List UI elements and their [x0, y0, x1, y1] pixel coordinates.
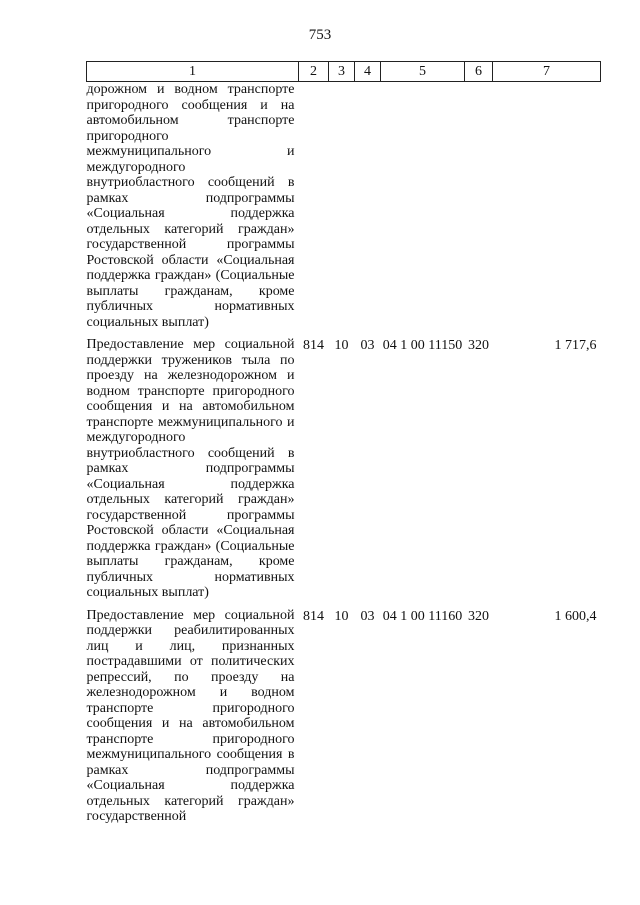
row-section: 10 — [334, 608, 349, 624]
row-amount: 1 600,4 — [554, 608, 597, 624]
row-description: дорожном и водном транспорте пригородного сообщения и на автомобильном транспорте пригородного межмуниципального и междугородного внутриобластного сообщений в рамках подпрограммы «Социальная поддержка отдельных категорий граждан» государственной программы Ростовской области «Социальная поддержка граждан» (Социальные выплаты гражданам, кроме публичных нормативных социальных выплат) — [86, 82, 295, 330]
table-header-row — [87, 62, 601, 82]
row-section — [329, 82, 355, 338]
row-ministry-code — [299, 82, 329, 338]
row-ministry-code: 814 — [303, 338, 324, 353]
header-col-2: 2 — [299, 62, 329, 82]
budget-table — [86, 61, 601, 825]
header-col-3: 3 — [329, 62, 355, 82]
row-target-article: 04 1 00 11150 — [382, 338, 463, 353]
row-description: Предоставление мер социальной поддержки реабилитированных лиц и лиц, признанных пострадавшими от политических репрессий, по проезду на железнодорожном и водном транспорте пригородного сообщения и на автомобильном транспорте пригородного межмуниципального сообщения в рамках подпрограммы «Социальная поддержка отдельных категорий граждан» государственной — [86, 607, 295, 824]
row-expense-type: 320 — [468, 608, 489, 624]
table-row — [87, 337, 601, 608]
row-description: Предоставление мер социальной поддержки тружеников тыла по проезду на железнодорожном и водном транспорте пригородного сообщения и на автомобильном транспорте межмуниципального и междугородного внутриобластного сообщений в рамках подпрограммы «Социальная поддержка отдельных категорий граждан» государственной программы Ростовской области «Социальная поддержка граждан» (Социальные выплаты гражданам, кроме публичных нормативных социальных выплат) — [86, 337, 295, 600]
row-subsection: 03 — [360, 338, 375, 353]
row-amount — [493, 82, 601, 338]
row-subsection — [355, 82, 381, 338]
row-subsection: 03 — [360, 608, 375, 624]
row-amount: 1 717,6 — [554, 338, 597, 353]
row-expense-type: 320 — [468, 338, 489, 353]
header-col-5: 5 — [381, 62, 465, 82]
header-col-6: 6 — [465, 62, 493, 82]
page-number: 753 — [308, 27, 332, 43]
header-col-7: 7 — [493, 62, 601, 82]
table-row — [87, 608, 601, 825]
header-col-4: 4 — [355, 62, 381, 82]
row-expense-type — [465, 82, 493, 338]
header-col-1: 1 — [87, 62, 299, 82]
row-ministry-code: 814 — [303, 608, 324, 624]
table-row — [87, 82, 601, 338]
row-section: 10 — [334, 338, 349, 353]
row-target-article — [381, 82, 465, 338]
row-target-article: 04 1 00 11160 — [382, 608, 463, 624]
